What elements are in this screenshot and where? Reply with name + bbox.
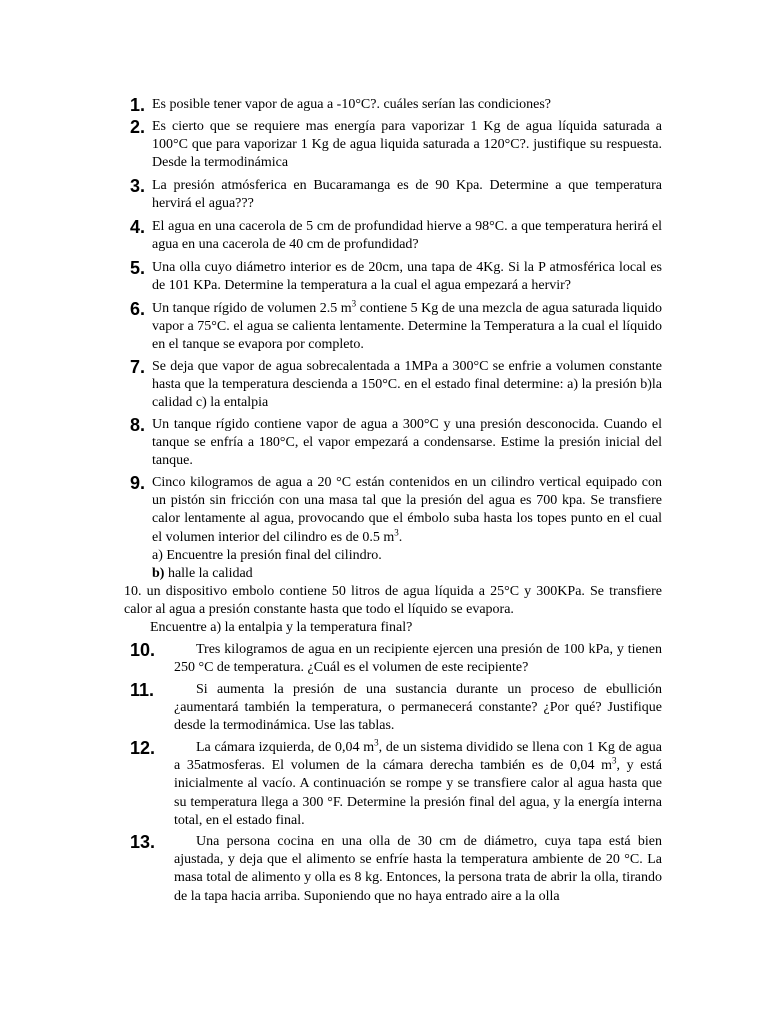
superscript: 3 — [374, 737, 379, 748]
problem-text: Si aumenta la presión de una sustancia durante un proceso de ebullición ¿aumentará también la temperatura, o permanecerá constante? ¿Por qué? Justifique desde la termodinámica. Use las tablas. — [174, 682, 662, 734]
problem-6 — [130, 300, 662, 355]
text-part: , de un sistema dividido se llena con 1 Kg de agua a 35atmosferas. El volumen de la cámara derecha también es de 0,04 m — [174, 740, 663, 774]
text-part: halle la calidad — [164, 566, 253, 582]
problem-11 — [130, 681, 662, 736]
problem-number: 12. — [130, 738, 156, 758]
problem-13 — [130, 833, 662, 906]
problem-text: Es posible tener vapor de agua a -10°C?. cuáles serían las condiciones? — [152, 97, 552, 112]
problem-7 — [130, 358, 662, 413]
problem-text: Es cierto que se requiere mas energía para vaporizar 1 Kg de agua líquida saturada a 100°C que para vaporizar 1 Kg de agua liquida saturada a 120°C?. justifique su respuesta. Desde la termodinámica — [152, 119, 662, 171]
superscript: 3 — [394, 526, 399, 537]
problem-text — [152, 474, 662, 583]
text-part: Cinco kilogramos de agua a 20 °C están contenidos en un cilindro vertical equipado con un pistón sin fricción con una masa tal que la presión del agua es 700 kpa. Se transfiere calor lentamente al agua, provocando que el émbolo suba hasta los topes punto en el cual el volumen interior del cilindro es de 0.5 m — [152, 475, 662, 545]
problem-5 — [130, 259, 662, 295]
problem-number: 1. — [130, 95, 146, 115]
problem-number: 13. — [130, 832, 156, 852]
problem-number: 10. — [130, 640, 156, 660]
problem-text: Una olla cuyo diámetro interior es de 20cm, una tapa de 4Kg. Si la P atmosférica local es de 101 KPa. Determine la temperatura a la cual el agua empezará a hervir? — [152, 260, 662, 294]
problem-number: 9. — [130, 473, 146, 493]
text-part: . — [398, 529, 403, 545]
problem-8 — [130, 416, 662, 471]
problem-text: Tres kilogramos de agua en un recipiente ejercen una presión de 100 kPa, y tienen 250 °C de temperatura. ¿Cuál es el volumen de este recipiente? — [174, 642, 662, 676]
problem-10-plain — [124, 583, 662, 638]
text-part: , y está inicialmente al vacío. A continuación se rompe y se transfiere calor al agua hasta que su temperatura llega a 300 °F. Determine la presión final del agua, y la energía interna total, en el estado final. — [174, 758, 662, 828]
problem-3 — [130, 177, 662, 213]
problem-12 — [130, 739, 662, 830]
problem-number: 11. — [130, 680, 155, 700]
problem-text — [152, 300, 662, 355]
problem-text: El agua en una cacerola de 5 cm de profundidad hierve a 98°C. a que temperatura herirá el agua en una cacerola de 40 cm de profundidad? — [152, 219, 662, 253]
text-part: Un tanque rígido de volumen 2.5 m — [152, 301, 352, 316]
sub-question-a: a) Encuentre la presión final del cilindro. — [152, 547, 382, 563]
problem-10b — [130, 641, 662, 677]
superscript: 3 — [611, 755, 617, 766]
problem-number: 7. — [130, 357, 146, 377]
problem-number: 6. — [130, 299, 146, 319]
text-part: contiene 5 Kg de una mezcla de agua saturada liquido vapor a 75°C. el agua se calienta lentamente. Determine la Temperatura a la cual el líquido en el tanque se evapora por completo. — [152, 301, 663, 353]
text-part: La cámara izquierda, de 0,04 m — [196, 740, 375, 755]
problem-text: Una persona cocina en una olla de 30 cm de diámetro, cuya tapa está bien ajustada, y deja que el alimento se enfríe hasta la temperatura ambiente de 20 °C. La masa total de alimento y olla es 8 kg. Entonces, la persona trata de abrir la olla, tirando de la tapa hacia arriba. Suponiendo que no haya entrado aire a la olla — [174, 834, 662, 904]
problem-text — [174, 739, 662, 830]
problem-number: 4. — [130, 217, 146, 237]
problem-text: La presión atmósferica en Bucaramanga es de 90 Kpa. Determine a que temperatura hervirá el agua??? — [152, 178, 662, 212]
sub-question-b — [152, 565, 662, 583]
problem-number: 5. — [130, 258, 146, 278]
superscript: 3 — [351, 298, 357, 309]
problem-text: 10. un dispositivo embolo contiene 50 litros de agua líquida a 25°C y 300KPa. Se transfiere calor al agua a presión constante hasta que todo el líquido se evapora. — [124, 584, 662, 618]
problem-9 — [130, 474, 662, 583]
problem-text: Se deja que vapor de agua sobrecalentada a 1MPa a 300°C se enfrie a volumen constante hasta que la temperatura descienda a 150°C. en el estado final determine: a) la presión b)la calidad c) la entalpia — [152, 359, 662, 411]
sub-label: b) — [152, 566, 165, 582]
sub-question: Encuentre a) la entalpia y la temperatura final? — [150, 620, 413, 636]
problem-number: 2. — [130, 117, 146, 137]
problem-number: 3. — [130, 176, 146, 196]
problem-1 — [130, 96, 662, 114]
problem-text: Un tanque rígido contiene vapor de agua a 300°C y una presión desconocida. Cuando el tanque se enfría a 180°C, el vapor empezará a condensarse. Estime la presión inicial del tanque. — [152, 417, 662, 469]
problem-4 — [130, 218, 662, 254]
problem-number: 8. — [130, 415, 146, 435]
problem-2 — [130, 118, 662, 173]
